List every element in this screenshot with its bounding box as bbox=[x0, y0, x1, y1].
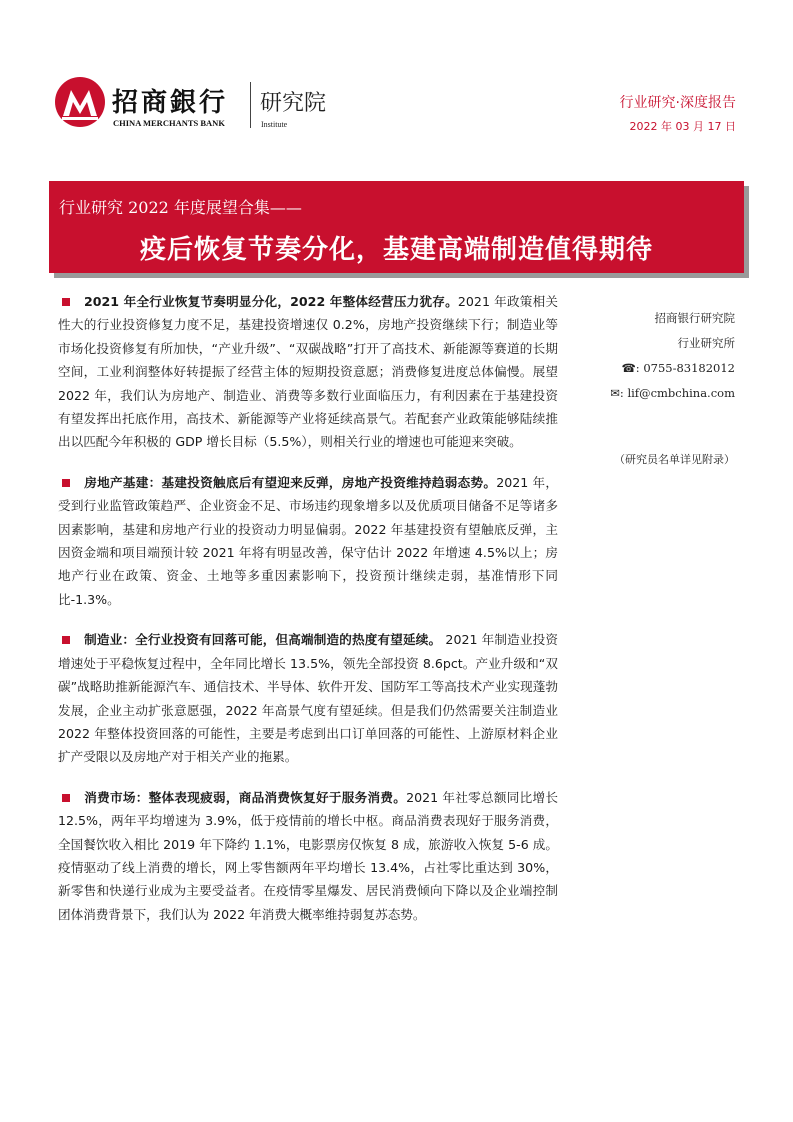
bank-name-cn: 招商銀行 bbox=[112, 88, 229, 118]
org-name: 招商银行研究院 bbox=[654, 311, 735, 325]
paragraph-body: 2021 年，受到行业监管政策趋严、企业资金不足、市场违约现象增多以及优质项目储备不足等诸多因素影响，基建和房地产行业的投资动力明显偏弱。2022 年基建投资有望触底反弹，主因资金端和项目端预计较 2021 年将有明显改善，保守估计 2022 年增速 4.5%以上；房地产行业在政策、资金、土地等多重因素影响下，投资预计继续走弱，基准情形下同比-1.3%。 bbox=[58, 474, 559, 607]
summary-paragraph bbox=[58, 471, 558, 611]
paragraph-lead: 消费市场：整体表现疲弱，商品消费恢复好于服务消费。 bbox=[84, 789, 407, 805]
institute-name-cn: 研究院 bbox=[260, 91, 327, 116]
banner-subtitle: 行业研究 2022 年度展望合集—— bbox=[59, 198, 302, 217]
report-title: 疫后恢复节奏分化，基建高端制造值得期待 bbox=[139, 235, 653, 265]
phone-number: 0755-83182012 bbox=[643, 361, 735, 375]
logo-divider bbox=[250, 82, 251, 128]
bank-name-en: CHINA MERCHANTS BANK bbox=[113, 118, 225, 128]
paragraph-body: 2021 年制造业投资增速处于平稳恢复过程中，全年同比增长 13.5%，领先全部投资 8.6pct。产业升级和“双碳”战略助推新能源汽车、通信技术、半导体、软件开发、国防军工等高技术产业实现蓬勃发展，企业主动扩张意愿强，2022 年高景气度有望延续。但是我们仍然需要关注制造业 2022 年整体投资回落的可能性，主要是考虑到出口订单回落的可能性、上游原材料企业扩产受限以及房地产对于相关产业的拖累。 bbox=[58, 632, 559, 765]
square-bullet-icon bbox=[62, 298, 70, 306]
title-banner bbox=[49, 181, 744, 273]
email-line bbox=[600, 381, 735, 406]
square-bullet-icon bbox=[62, 636, 70, 644]
summary-paragraph bbox=[58, 628, 558, 768]
email-address[interactable]: lif@cmbchina.com bbox=[627, 386, 735, 400]
dept-name: 行业研究所 bbox=[677, 336, 735, 350]
institute-name-en: Institute bbox=[261, 120, 288, 129]
paragraph-lead: 2021 年全行业恢复节奏明显分化，2022 年整体经营压力犹存。 bbox=[84, 294, 458, 309]
phone-icon: ☎: bbox=[621, 361, 640, 375]
paragraph-body: 2021 年社零总额同比增长 12.5%，两年平均增速为 3.9%，低于疫情前的增长中枢。商品消费表现好于服务消费，全国餐饮收入相比 2019 年下降约 1.1%，电影票房仅恢复 8 成，旅游收入恢复 5-6 成。疫情驱动了线上消费的增长，网上零售额两年平均增长 13.4%，占社零比重达到 30%，新零售和快递行业成为主要受益者。在疫情零星爆发、居民消费倾向下降以及企业端控制团体消费背景下，我们认为 2022 年消费大概率维持弱复苏态势。 bbox=[58, 789, 558, 922]
summary-paragraph bbox=[58, 786, 558, 926]
cmb-logo-icon bbox=[54, 76, 106, 128]
author-contact bbox=[600, 306, 735, 406]
paragraph-body: 2021 年政策相关性大的行业投资修复力度不足，基建投资增速仅 0.2%，房地产投资继续下行；制造业等市场化投资修复有所加快，“产业升级”、“双碳战略”打开了高技术、新能源等赛道的长期空间，工业利润整体好转提振了经营主体的短期投资意愿；消费修复进度总体偏慢。展望 2022 年，我们认为房地产、制造业、消费等多数行业面临压力，有利因素在于基建投资有望发挥出托底作用，高技术、新能源等产业将延续高景气。若配套产业政策能够陆续推出以匹配今年积极的 GDP 增长目标（5.5%），则相关行业的增速也可能迎来突破。 bbox=[58, 294, 559, 450]
email-icon: ✉: bbox=[610, 386, 624, 400]
summary-content bbox=[58, 290, 558, 943]
paragraph-lead: 制造业：全行业投资有回落可能，但高端制造的热度有望延续。 bbox=[84, 632, 442, 648]
report-date: 2022 年 03 月 17 日 bbox=[629, 120, 736, 133]
phone-line bbox=[600, 356, 735, 381]
researcher-note: （研究员名单详见附录） bbox=[614, 453, 735, 466]
summary-paragraph bbox=[58, 290, 558, 454]
report-type: 行业研究·深度报告 bbox=[619, 95, 736, 111]
paragraph-lead: 房地产基建：基建投资触底后有望迎来反弹，房地产投资维持趋弱态势。 bbox=[84, 474, 497, 490]
square-bullet-icon bbox=[62, 794, 70, 802]
square-bullet-icon bbox=[62, 479, 70, 487]
